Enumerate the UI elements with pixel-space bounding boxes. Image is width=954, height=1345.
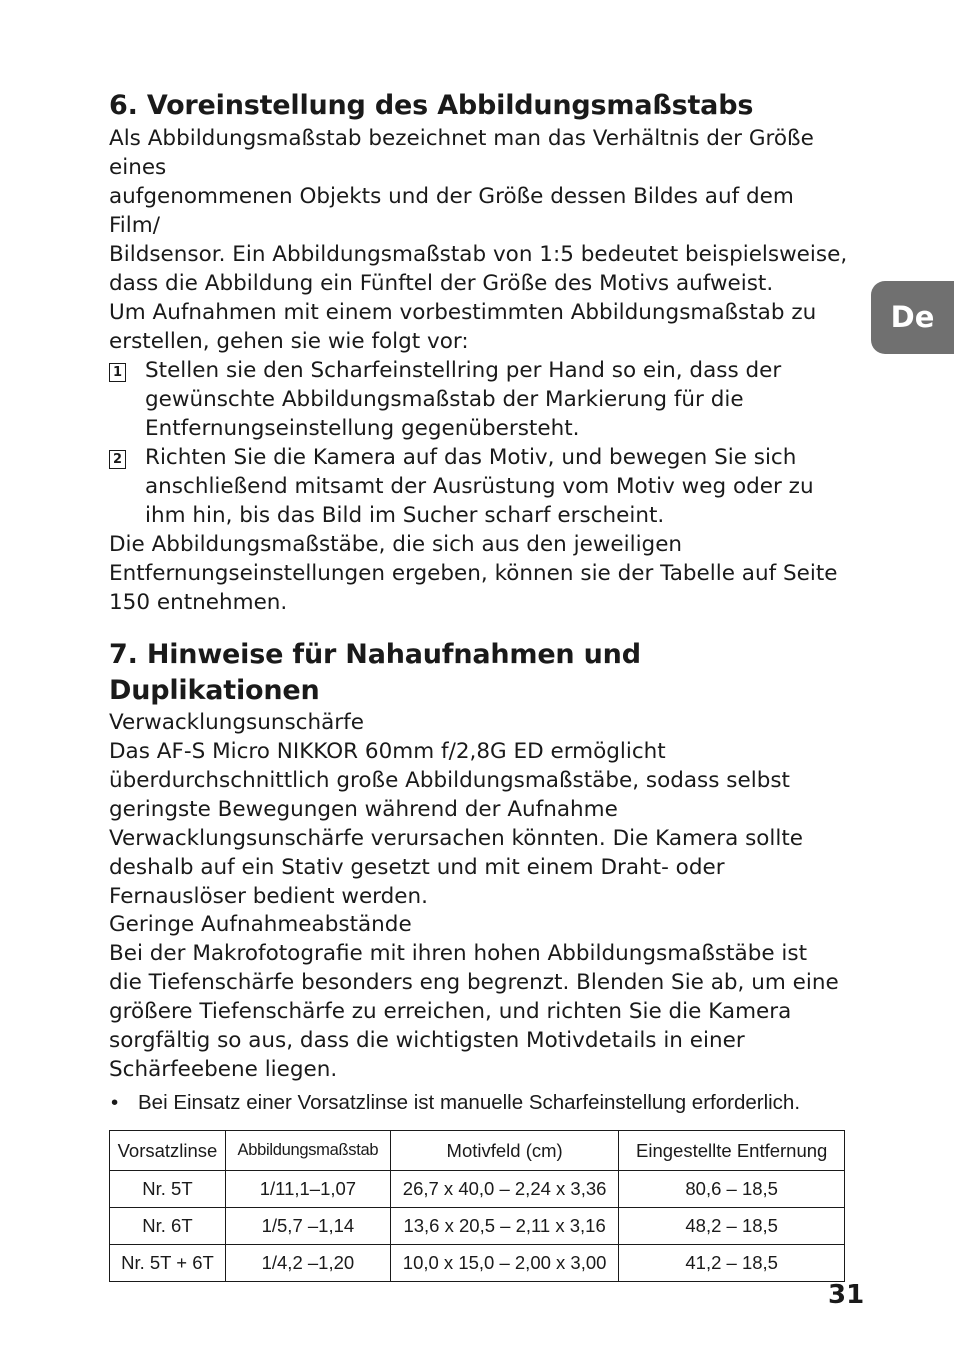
- sub1-line: deshalb auf ein Stativ gesetzt und mit einem Draht- oder: [109, 855, 725, 880]
- table-row: [110, 1208, 845, 1245]
- step-1-line: gewünschte Abbildungsmaßstab der Markierung für die: [145, 387, 744, 412]
- bullet-dot-icon: •: [111, 1091, 119, 1114]
- section-6-intro-line: Als Abbildungsmaßstab bezeichnet man das Verhältnis der Größe eines: [109, 126, 814, 180]
- table-header-cell: Vorsatzlinse: [110, 1131, 226, 1171]
- table-row: [110, 1245, 845, 1282]
- section-6-intro-line: erstellen, gehen sie wie folgt vor:: [109, 329, 469, 354]
- page-content: [109, 88, 849, 1282]
- table-cell: 13,6 x 20,5 – 2,11 x 3,16: [390, 1208, 619, 1245]
- step-2-line: ihm hin, bis das Bild im Sucher scharf erscheint.: [145, 503, 665, 528]
- step-1: [109, 356, 849, 443]
- table-cell: 10,0 x 15,0 – 2,00 x 3,00: [390, 1245, 619, 1282]
- step-2-number-box: 2: [109, 450, 126, 469]
- sub2-line: die Tiefenschärfe besonders eng begrenzt. Blenden Sie ab, um eine: [109, 970, 839, 995]
- sub2-line: Bei der Makrofotografie mit ihren hohen Abbildungsmaßstäbe ist: [109, 941, 808, 966]
- sub1-line: Fernauslöser bedient werden.: [109, 884, 428, 909]
- table-cell: Nr. 5T + 6T: [110, 1245, 226, 1282]
- subheading-verwacklung: Verwacklungsunschärfe: [109, 710, 364, 735]
- close-up-lens-table: [109, 1130, 845, 1282]
- subheading-aufnahmeabstaende: Geringe Aufnahmeabstände: [109, 912, 412, 937]
- step-2: [109, 443, 849, 530]
- bullet-note: [109, 1088, 849, 1118]
- bullet-text: Bei Einsatz einer Vorsatzlinse ist manuelle Scharfeinstellung erforderlich.: [138, 1091, 801, 1114]
- step-1-line: Stellen sie den Scharfeinstellring per Hand so ein, dass der: [145, 358, 782, 383]
- sub2-line: Schärfeebene liegen.: [109, 1057, 338, 1082]
- table-header-cell: Eingestellte Entfernung: [619, 1131, 845, 1171]
- step-1-number-box: 1: [109, 363, 126, 382]
- page-number: 31: [828, 1280, 865, 1310]
- table-cell: 26,7 x 40,0 – 2,24 x 3,36: [390, 1171, 619, 1208]
- sub1-line: geringste Bewegungen während der Aufnahme: [109, 797, 618, 822]
- table-cell: 48,2 – 18,5: [619, 1208, 845, 1245]
- table-cell: 80,6 – 18,5: [619, 1171, 845, 1208]
- table-cell: Nr. 5T: [110, 1171, 226, 1208]
- table-header-cell: Motivfeld (cm): [390, 1131, 619, 1171]
- section-6-intro-line: Bildsensor. Ein Abbildungsmaßstab von 1:5 bedeutet beispielsweise,: [109, 242, 848, 267]
- table-row: [110, 1171, 845, 1208]
- section-6-intro-line: dass die Abbildung ein Fünftel der Größe des Motivs aufweist.: [109, 271, 774, 296]
- sub1-line: Das AF-S Micro NIKKOR 60mm f/2,8G ED ermöglicht: [109, 739, 666, 764]
- sub1-line: Verwacklungsunschärfe verursachen könnten. Die Kamera sollte: [109, 826, 804, 851]
- sub2-line: sorgfältig so aus, dass die wichtigsten Motivdetails in einer: [109, 1028, 745, 1053]
- table-header-row: [110, 1131, 845, 1171]
- section-6-intro-line: aufgenommenen Objekts und der Größe dessen Bildes auf dem Film/: [109, 184, 794, 238]
- step-2-line: anschließend mitsamt der Ausrüstung vom Motiv weg oder zu: [145, 474, 814, 499]
- table-cell: 1/11,1–1,07: [225, 1171, 390, 1208]
- section-6-outro-line: Entfernungseinstellungen ergeben, können sie der Tabelle auf Seite: [109, 561, 838, 586]
- language-tab: De: [871, 281, 954, 354]
- step-1-line: Entfernungseinstellung gegenübersteht.: [145, 416, 580, 441]
- section-6-heading: 6. Voreinstellung des Abbildungsmaßstabs: [109, 90, 754, 121]
- table-cell: 41,2 – 18,5: [619, 1245, 845, 1282]
- table-cell: Nr. 6T: [110, 1208, 226, 1245]
- sub1-line: überdurchschnittlich große Abbildungsmaßstäbe, sodass selbst: [109, 768, 790, 793]
- sub2-line: größere Tiefenschärfe zu erreichen, und richten Sie die Kamera: [109, 999, 792, 1024]
- section-6-outro-line: Die Abbildungsmaßstäbe, die sich aus den jeweiligen: [109, 532, 683, 557]
- table-cell: 1/4,2 –1,20: [225, 1245, 390, 1282]
- section-6-intro-line: Um Aufnahmen mit einem vorbestimmten Abbildungsmaßstab zu: [109, 300, 817, 325]
- section-7-heading: 7. Hinweise für Nahaufnahmen und Duplikationen: [109, 639, 641, 706]
- section-6-outro-line: 150 entnehmen.: [109, 590, 288, 615]
- table-cell: 1/5,7 –1,14: [225, 1208, 390, 1245]
- step-2-line: Richten Sie die Kamera auf das Motiv, und bewegen Sie sich: [145, 445, 797, 470]
- table-header-cell: Abbildungsmaßstab: [225, 1131, 390, 1171]
